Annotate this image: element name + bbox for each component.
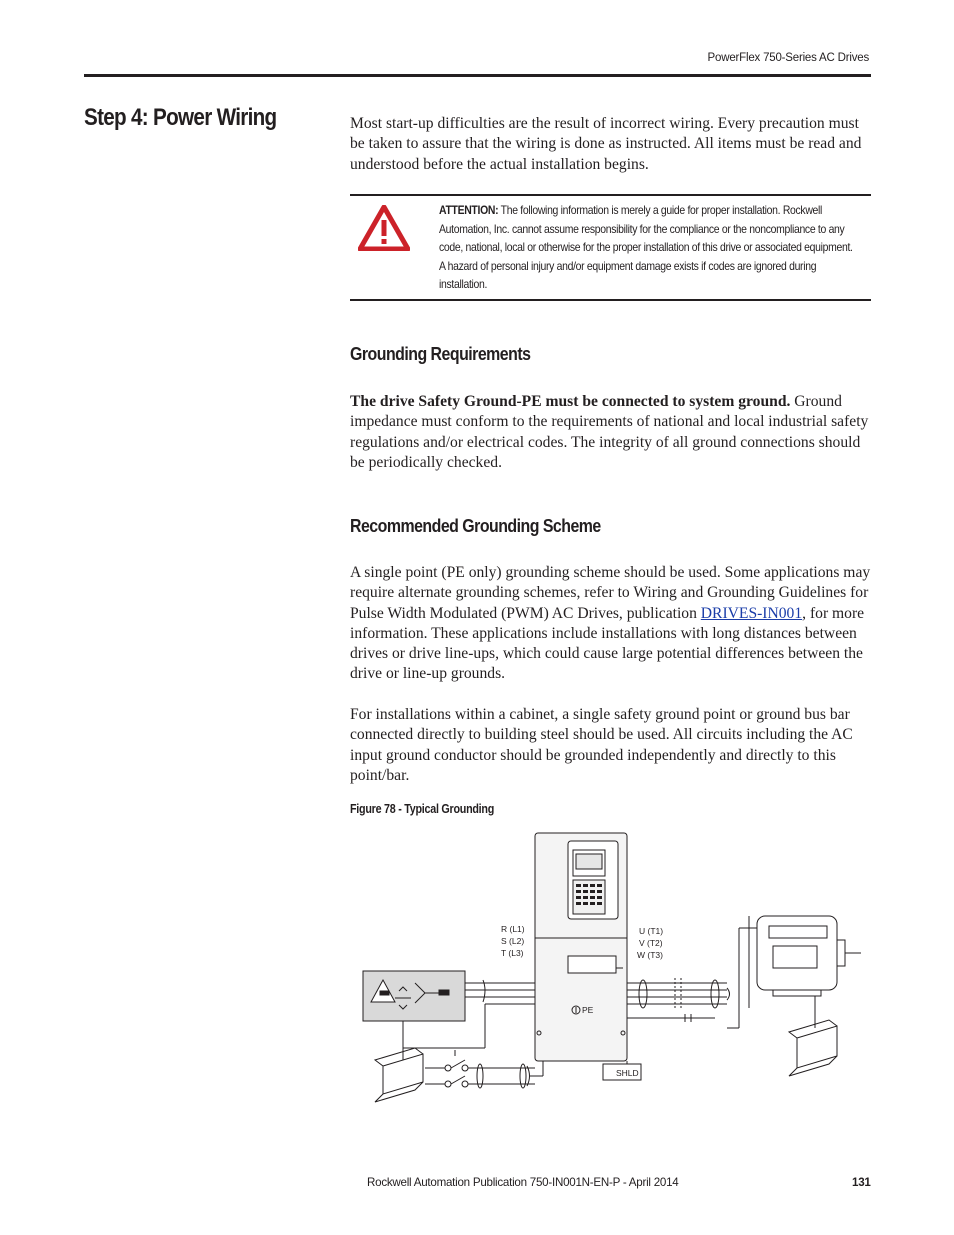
attention-rule-top [350,194,871,196]
drives-in001-link[interactable]: DRIVES-IN001 [700,604,803,622]
grounding-requirements-heading: Grounding Requirements [350,343,531,364]
building-steel-right [789,996,837,1076]
label-t-l3: T (L3) [501,948,524,958]
scheme-text-after-link: , for more information. These applications include installations with long distances between drives or drive line-ups, which could cause large potential differences between the drive or line-up grounds. [350,604,865,683]
motor [727,916,861,1028]
grounding-bold-lead: The drive Safety Ground-PE must be connected to system ground. [350,393,791,410]
attention-text: The following information is merely a guide for proper installation. Rockwell Automation, Inc. cannot assume responsibility for the compliance or the noncompliance to any code, national, local or otherwise for the proper installation of this drive or associated equipment. A hazard of personal injury and/or equipment damage exists if codes are ignored during installation. [439,204,853,291]
attention-notice [439,202,858,295]
drive-unit [535,833,627,1061]
warning-triangle-icon [358,205,410,251]
grounding-scheme-paragraph-2: For installations within a cabinet, a single safety ground point or ground bus bar connected directly to building steel should be used. All circuits including the AC input ground conductor should be grounded independently and directly to this point/bar. [350,706,853,784]
building-steel-left [375,1013,485,1102]
transformer [363,971,465,1021]
running-header: PowerFlex 750-Series AC Drives [707,52,869,64]
section-title: Step 4: Power Wiring [84,104,277,131]
footer-publication: Rockwell Automation Publication 750-IN001N-EN-P - April 2014 [367,1176,679,1189]
figure-caption: Figure 78 - Typical Grounding [350,802,495,816]
label-shld: SHLD [616,1068,639,1078]
grounding-scheme-paragraph-1 [350,563,872,685]
typical-grounding-diagram [355,828,865,1118]
header-rule [84,74,871,77]
attention-rule-bottom [350,299,871,301]
page-number: 131 [852,1176,871,1189]
grounding-text: Ground impedance must conform to the requirements of national and local industrial safety regulations and/or electrical codes. The integrity of all ground connections should be periodically checked. [350,393,869,471]
grounding-requirements-paragraph [350,392,872,473]
attention-label: ATTENTION: [439,204,499,217]
grounding-scheme-heading: Recommended Grounding Scheme [350,515,601,536]
label-pe: PE [582,1005,594,1015]
label-v-t2: V (T2) [639,938,663,948]
label-r-l1: R (L1) [501,924,525,934]
scheme-text-before-link: A single point (PE only) grounding scheme should be used. Some applications may require alternate grounding schemes, refer to Wiring and Grounding Guidelines for Pulse Width Modulated (PWM) AC Drives, publication [350,564,871,622]
intro-paragraph: Most start-up difficulties are the result of incorrect wiring. Every precaution must be taken to assure that the wiring is done as instructed. All items must be read and understood before the actual installation begins. [350,115,862,173]
label-u-t1: U (T1) [639,926,664,936]
label-w-t3: W (T3) [637,950,663,960]
label-s-l2: S (L2) [501,936,525,946]
